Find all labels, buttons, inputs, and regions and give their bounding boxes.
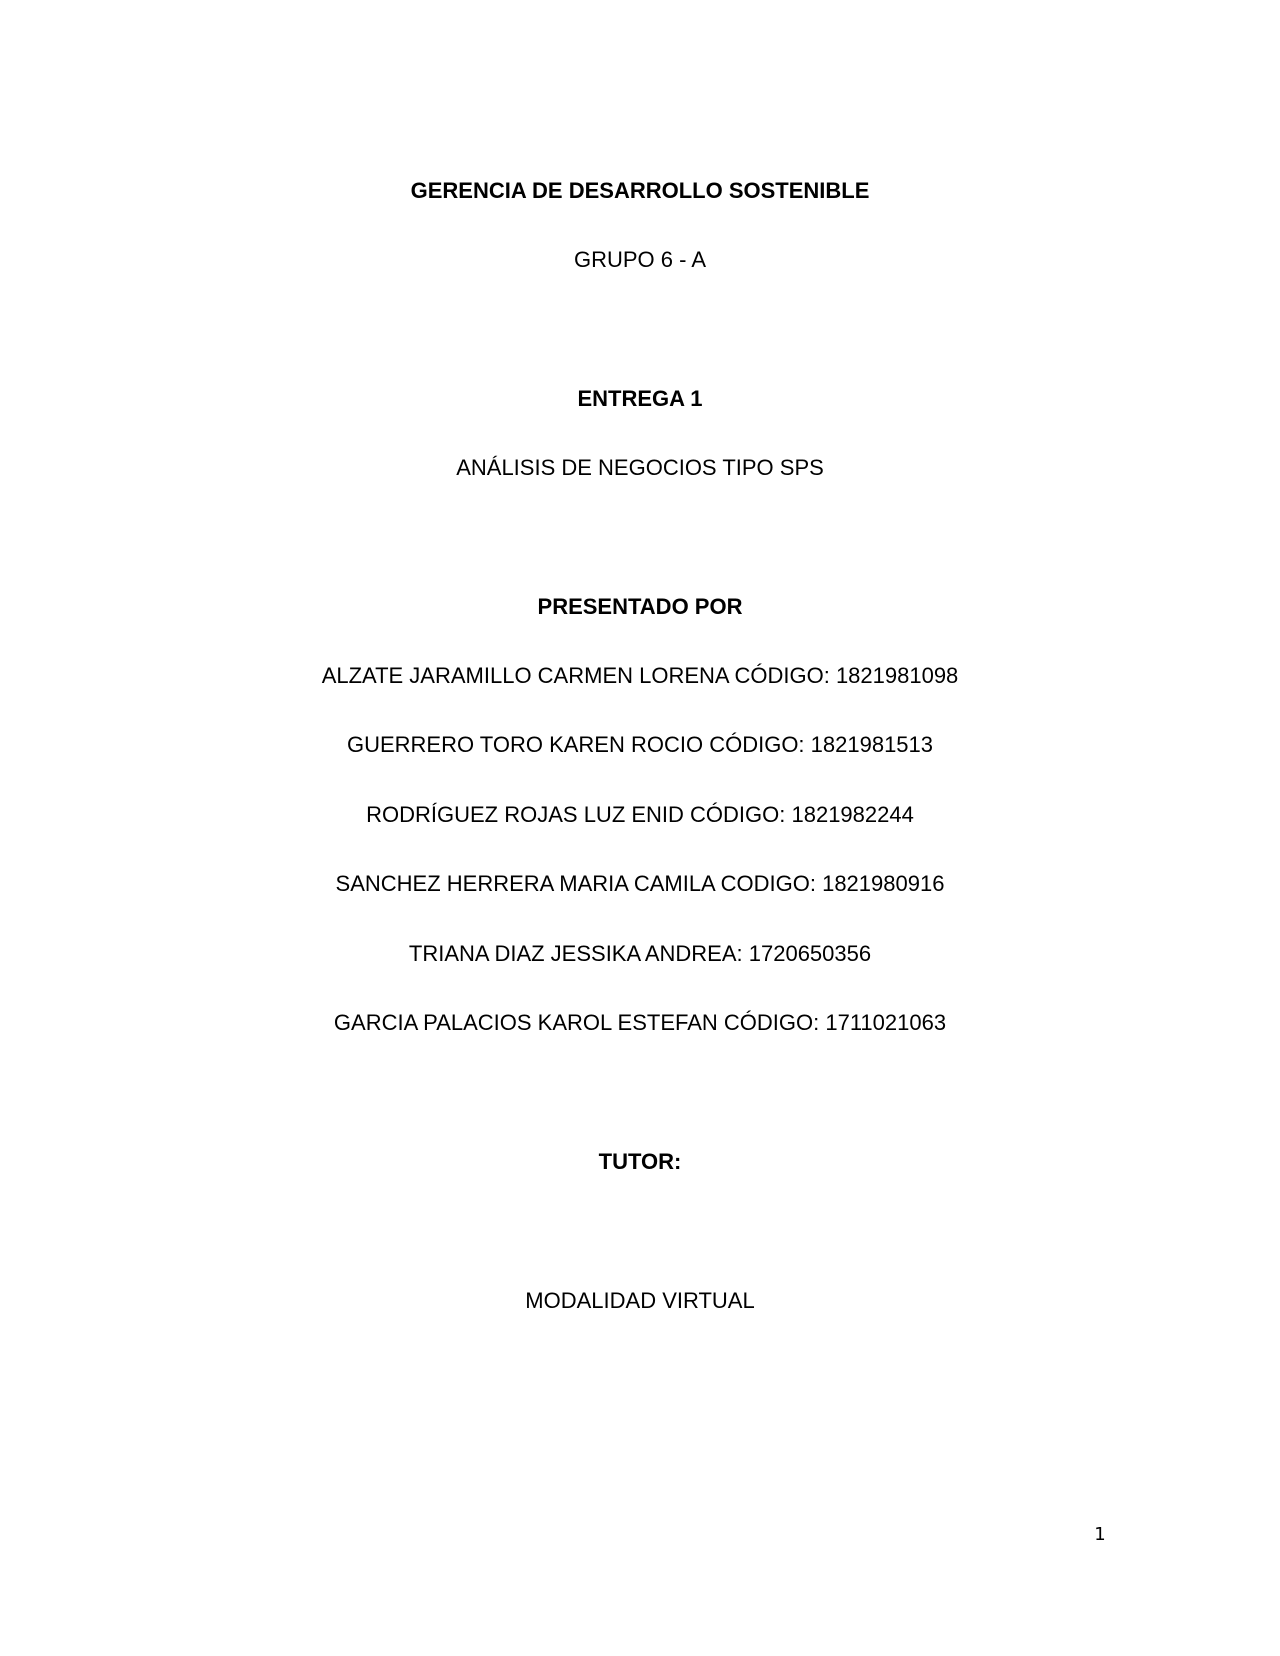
member-entry: GARCIA PALACIOS KAROL ESTEFAN CÓDIGO: 1711021063 [333, 1010, 947, 1035]
member-entry: RODRÍGUEZ ROJAS LUZ ENID CÓDIGO: 1821982244 [366, 802, 914, 827]
group-label: GRUPO 6 - A [573, 247, 707, 272]
member-entry: TRIANA DIAZ JESSIKA ANDREA: 1720650356 [408, 941, 872, 966]
member-entry: SANCHEZ HERRERA MARIA CAMILA CODIGO: 1821980916 [335, 871, 945, 896]
modality-label: MODALIDAD VIRTUAL [525, 1288, 755, 1313]
delivery-heading: ENTREGA 1 [577, 386, 703, 411]
presented-by-heading: PRESENTADO POR [537, 594, 743, 619]
tutor-heading: TUTOR: [598, 1149, 682, 1174]
member-entry: GUERRERO TORO KAREN ROCIO CÓDIGO: 1821981513 [346, 732, 934, 757]
document-title: GERENCIA DE DESARROLLO SOSTENIBLE [410, 178, 870, 203]
member-entry: ALZATE JARAMILLO CARMEN LORENA CÓDIGO: 1821981098 [321, 663, 959, 688]
delivery-subtitle: ANÁLISIS DE NEGOCIOS TIPO SPS [456, 455, 824, 480]
page-number: 1 [1094, 1524, 1106, 1545]
